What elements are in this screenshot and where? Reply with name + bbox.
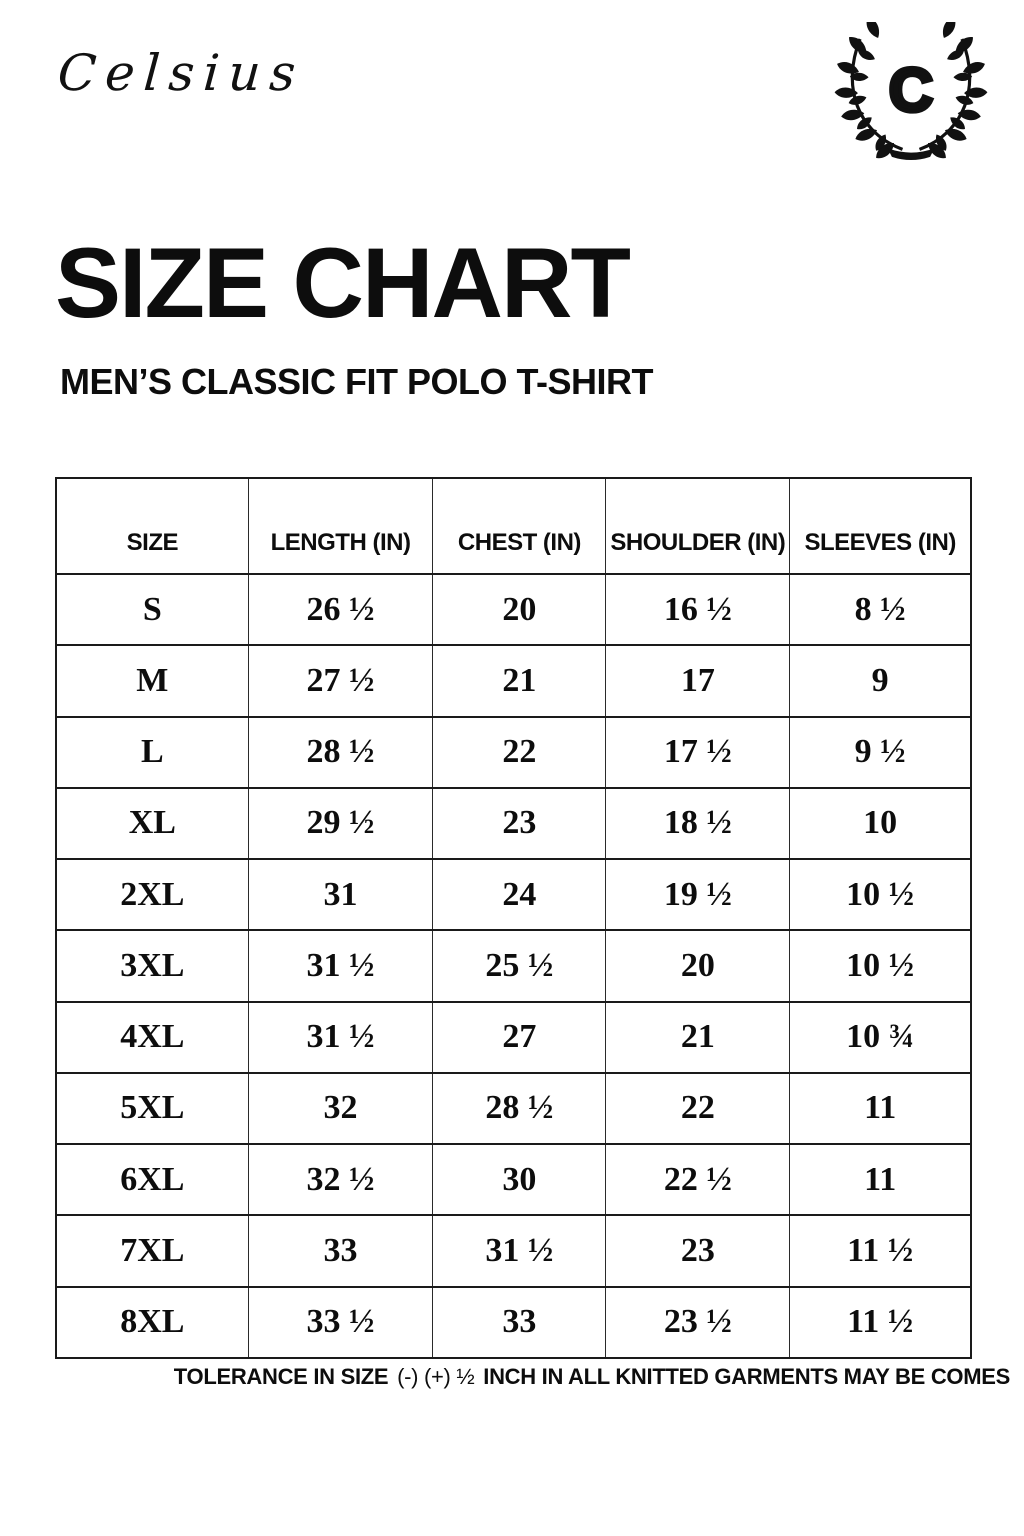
size-label-cell: 6XL xyxy=(56,1144,248,1215)
table-row xyxy=(56,1002,971,1073)
measurement-cell: 23 xyxy=(606,1215,790,1286)
table-row xyxy=(56,930,971,1001)
table-row xyxy=(56,1073,971,1144)
measurement-cell: 29 ½ xyxy=(248,788,433,859)
size-label-cell: M xyxy=(56,645,248,716)
measurement-cell: 16 ½ xyxy=(606,574,790,645)
size-label-cell: 5XL xyxy=(56,1073,248,1144)
measurement-cell: 24 xyxy=(433,859,606,930)
table-row xyxy=(56,574,971,645)
tolerance-note-part1: TOLERANCE IN SIZE xyxy=(173,1364,389,1389)
measurement-cell: 17 xyxy=(606,645,790,716)
tolerance-note-sign: (-) (+) ½ xyxy=(397,1364,475,1389)
column-header: SLEEVES (IN) xyxy=(790,478,971,574)
measurement-cell: 33 ½ xyxy=(248,1287,433,1358)
measurement-cell: 9 xyxy=(790,645,971,716)
measurement-cell: 11 xyxy=(790,1073,971,1144)
column-header: LENGTH (IN) xyxy=(248,478,433,574)
measurement-cell: 31 xyxy=(248,859,433,930)
measurement-cell: 27 ½ xyxy=(248,645,433,716)
measurement-cell: 11 ½ xyxy=(790,1287,971,1358)
measurement-cell: 33 xyxy=(248,1215,433,1286)
measurement-cell: 23 xyxy=(433,788,606,859)
size-chart-table xyxy=(55,477,972,1359)
page-title: SIZE CHART xyxy=(55,227,629,338)
measurement-cell: 11 ½ xyxy=(790,1215,971,1286)
measurement-cell: 27 xyxy=(433,1002,606,1073)
size-label-cell: 7XL xyxy=(56,1215,248,1286)
measurement-cell: 33 xyxy=(433,1287,606,1358)
measurement-cell: 31 ½ xyxy=(248,1002,433,1073)
column-header: CHEST (IN) xyxy=(433,478,606,574)
measurement-cell: 31 ½ xyxy=(433,1215,606,1286)
table-row xyxy=(56,717,971,788)
table-row xyxy=(56,788,971,859)
table-row xyxy=(56,1287,971,1358)
table-header-row xyxy=(56,478,971,574)
measurement-cell: 10 ½ xyxy=(790,859,971,930)
measurement-cell: 9 ½ xyxy=(790,717,971,788)
size-table-body xyxy=(56,574,971,1358)
measurement-cell: 18 ½ xyxy=(606,788,790,859)
measurement-cell: 30 xyxy=(433,1144,606,1215)
measurement-cell: 17 ½ xyxy=(606,717,790,788)
size-label-cell: 3XL xyxy=(56,930,248,1001)
measurement-cell: 21 xyxy=(433,645,606,716)
measurement-cell: 20 xyxy=(433,574,606,645)
measurement-cell: 32 ½ xyxy=(248,1144,433,1215)
table-row xyxy=(56,1215,971,1286)
measurement-cell: 26 ½ xyxy=(248,574,433,645)
measurement-cell: 10 ¾ xyxy=(790,1002,971,1073)
table-head xyxy=(56,478,971,574)
size-label-cell: 4XL xyxy=(56,1002,248,1073)
brand-wordmark: Celsius xyxy=(55,44,307,102)
tolerance-note xyxy=(0,1364,1010,1390)
tolerance-note-part2: INCH IN ALL KNITTED GARMENTS MAY BE COMES xyxy=(483,1364,1010,1389)
column-header: SHOULDER (IN) xyxy=(606,478,790,574)
measurement-cell: 20 xyxy=(606,930,790,1001)
measurement-cell: 22 xyxy=(433,717,606,788)
size-label-cell: 2XL xyxy=(56,859,248,930)
table-row xyxy=(56,645,971,716)
size-label-cell: XL xyxy=(56,788,248,859)
logo-letter: C xyxy=(888,56,934,126)
measurement-cell: 10 ½ xyxy=(790,930,971,1001)
page-subtitle: MEN’S CLASSIC FIT POLO T-SHIRT xyxy=(60,361,654,402)
size-label-cell: L xyxy=(56,717,248,788)
column-header: SIZE xyxy=(56,478,248,574)
measurement-cell: 22 xyxy=(606,1073,790,1144)
measurement-cell: 21 xyxy=(606,1002,790,1073)
measurement-cell: 22 ½ xyxy=(606,1144,790,1215)
measurement-cell: 28 ½ xyxy=(433,1073,606,1144)
measurement-cell: 23 ½ xyxy=(606,1287,790,1358)
measurement-cell: 25 ½ xyxy=(433,930,606,1001)
measurement-cell: 10 xyxy=(790,788,971,859)
table-row xyxy=(56,1144,971,1215)
measurement-cell: 19 ½ xyxy=(606,859,790,930)
measurement-cell: 11 xyxy=(790,1144,971,1215)
measurement-cell: 28 ½ xyxy=(248,717,433,788)
measurement-cell: 8 ½ xyxy=(790,574,971,645)
size-label-cell: S xyxy=(56,574,248,645)
size-label-cell: 8XL xyxy=(56,1287,248,1358)
measurement-cell: 32 xyxy=(248,1073,433,1144)
laurel-wreath-logo-icon xyxy=(822,22,1000,160)
measurement-cell: 31 ½ xyxy=(248,930,433,1001)
table-row xyxy=(56,859,971,930)
